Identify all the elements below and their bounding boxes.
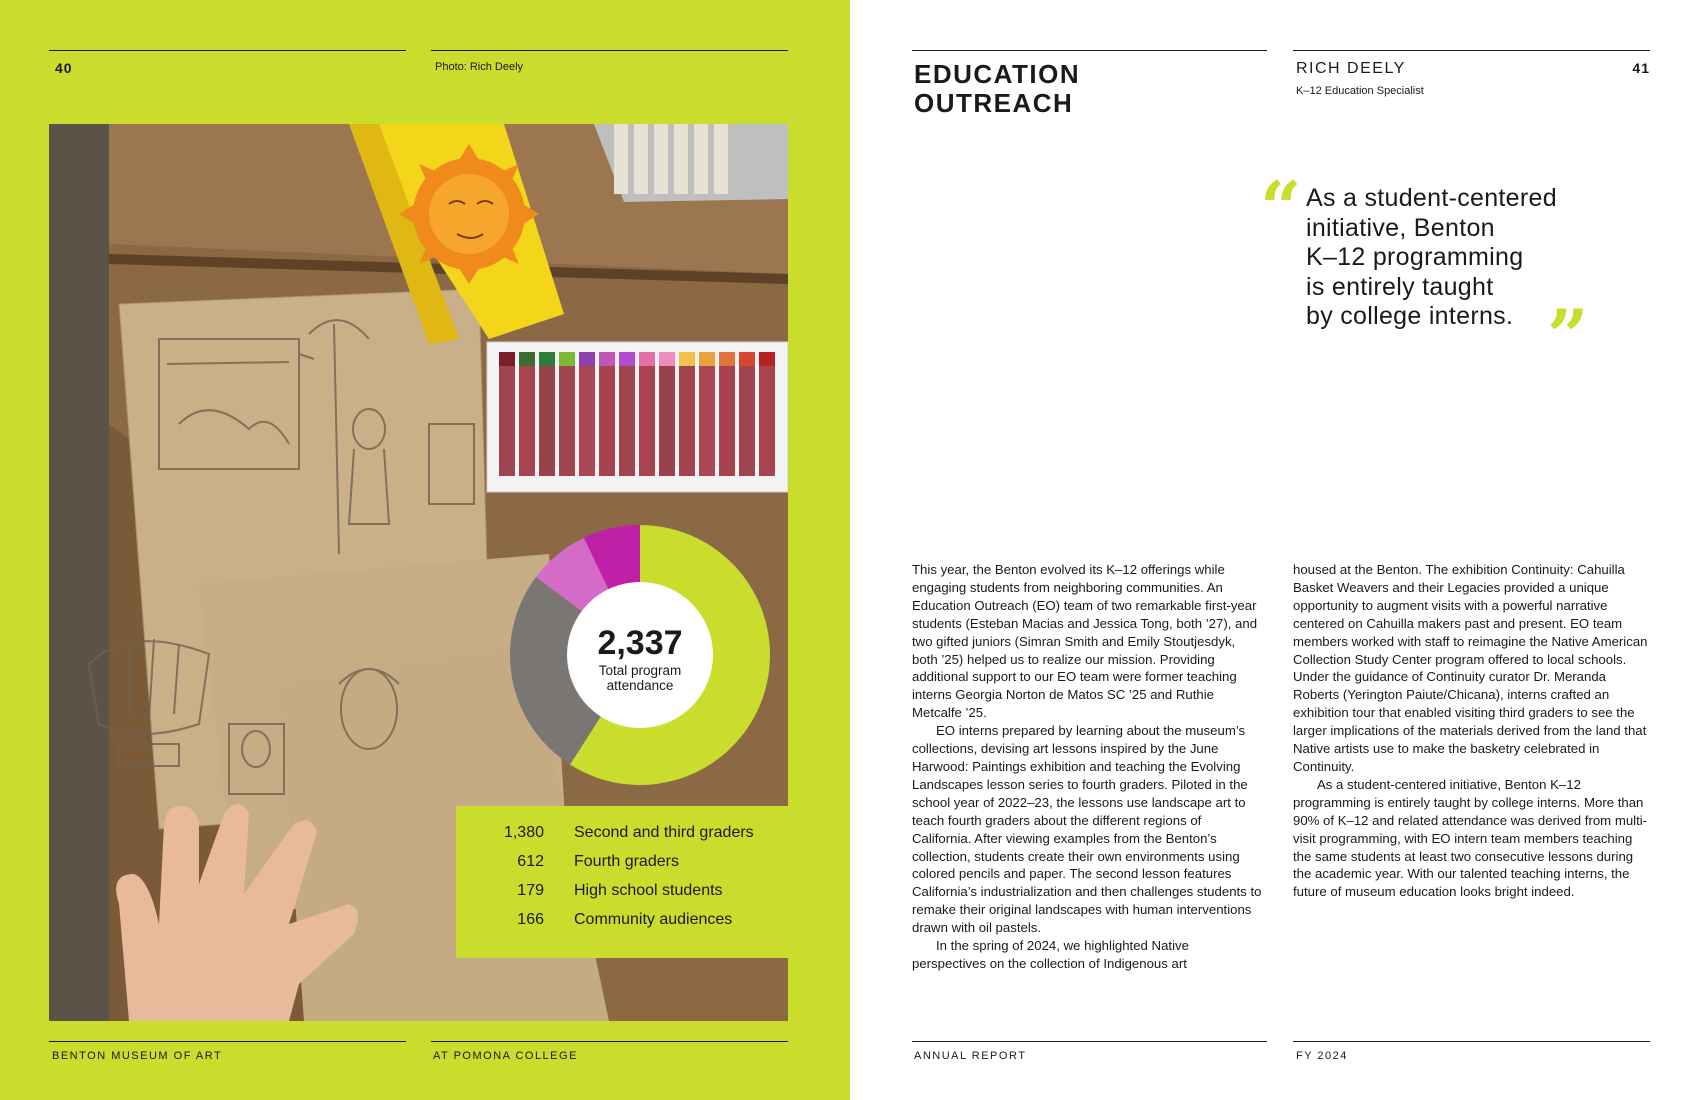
stat-value: 1,380 [503, 824, 544, 841]
body-paragraph: As a student-centered initiative, Benton K–12 programming is entirely taught by college interns. More than 90% of K–12 and related attendance was derived from multi-visit programming, with EO intern team members teaching the same students at least two consecutive lessons during the academic year. With our talented teaching interns, the future of museum education looks bright indeed. [1293, 776, 1648, 900]
stat-value: 166 [517, 911, 544, 928]
attendance-stats [456, 806, 788, 958]
stat-label: High school students [574, 882, 723, 899]
stat-value: 612 [517, 853, 544, 870]
page-number: 40 [55, 60, 73, 76]
section-title-line1: EDUCATION [914, 59, 1081, 89]
stat-label: Community audiences [574, 911, 733, 928]
body-paragraph: EO interns prepared by learning about the museum’s collections, devising art lessons inspired by the June Harwood: Paintings exhibition and teaching the Evolving Landscapes lesson series to fourth graders. Piloted in the school year of 2022–23, the lessons use landscape art to teach fourth graders about the different regions of California. After viewing examples from the Benton’s collection, students create their own environments using colored pencils and paper. The second lesson features California’s industrialization and then challenges students to remake their original landscapes with human interventions drawn with oil pastels. [912, 723, 1262, 936]
pull-quote-line: is entirely taught [1306, 272, 1494, 301]
stat-row [456, 911, 788, 935]
page-number: 41 [1632, 60, 1650, 76]
attendance-donut-chart [510, 525, 770, 785]
body-column-1 [912, 561, 1263, 973]
footer-museum-name: BENTON MUSEUM OF ART [52, 1050, 223, 1062]
author-name: RICH DEELY [1296, 60, 1406, 77]
photo-credit: Photo: Rich Deely [435, 61, 524, 73]
footer-rule-left [49, 1041, 406, 1042]
right-page [850, 0, 1700, 1100]
body-paragraph: This year, the Benton evolved its K–12 offerings while engaging students from neighboring communities. An Education Outreach (EO) team of two remarkable first-year students (Esteban Macias and Jessica Tong, both ’27), and two gifted juniors (Simran Smith and Emily Stoutjesdyk, both ’25) helped us to realize our mission. Providing additional support to our EO team were former teaching interns Georgia Norton de Matos SC ’25 and Ruthie Metcalfe ’25. [912, 562, 1258, 721]
donut-label-line2: attendance [606, 678, 674, 693]
stat-label: Fourth graders [574, 853, 679, 870]
section-title-line2: OUTREACH [914, 88, 1074, 118]
donut-total: 2,337 [597, 624, 683, 662]
footer-rule-right [431, 1041, 788, 1042]
stat-value: 179 [517, 882, 544, 899]
top-rule-right [431, 50, 788, 51]
open-quote-icon: “ [1260, 165, 1302, 250]
stat-row [456, 853, 788, 877]
top-rule-right [1293, 50, 1650, 51]
footer-rule-left [912, 1041, 1267, 1042]
stat-row [456, 882, 788, 906]
body-paragraph: housed at the Benton. The exhibition Continuity: Cahuilla Basket Weavers and their Legacies provided a unique opportunity to augment visits with a powerful narrative centered on Cahuilla makers past and present. EO team members worked with staff to reimagine the Native American Collection Study Center program offered to local schools. Under the guidance of Continuity curator Dr. Meranda Roberts (Yerington Paiute/Chicana), interns crafted an exhibition tour that enabled visiting third graders to see the larger implications of the materials derived from the land that Native artists use to make the basketry celebrated in Continuity. [1293, 562, 1648, 774]
stat-row [456, 824, 788, 848]
pull-quote-line: K–12 programming [1306, 243, 1524, 271]
top-rule-left [49, 50, 406, 51]
donut-label-line1: Total program [598, 663, 682, 678]
pull-quote-line: initiative, Benton [1306, 213, 1495, 242]
pull-quote-line: by college interns. [1306, 302, 1514, 330]
top-rule-left [912, 50, 1267, 51]
footer-college-name: AT POMONA COLLEGE [433, 1050, 578, 1062]
footer-rule-right [1293, 1041, 1650, 1042]
footer-annual-report: ANNUAL REPORT [914, 1050, 1027, 1062]
body-column-2 [1293, 561, 1648, 901]
section-title [914, 60, 1080, 118]
author-role: K–12 Education Specialist [1296, 85, 1424, 97]
pull-quote-line: As a student-centered [1306, 184, 1557, 212]
close-quote-icon: ” [1547, 293, 1589, 378]
stat-label: Second and third graders [574, 824, 754, 841]
footer-fiscal-year: FY 2024 [1296, 1050, 1348, 1062]
body-paragraph: In the spring of 2024, we highlighted Native perspectives on the collection of Indigenous art [912, 938, 1189, 971]
pull-quote [1306, 184, 1557, 332]
